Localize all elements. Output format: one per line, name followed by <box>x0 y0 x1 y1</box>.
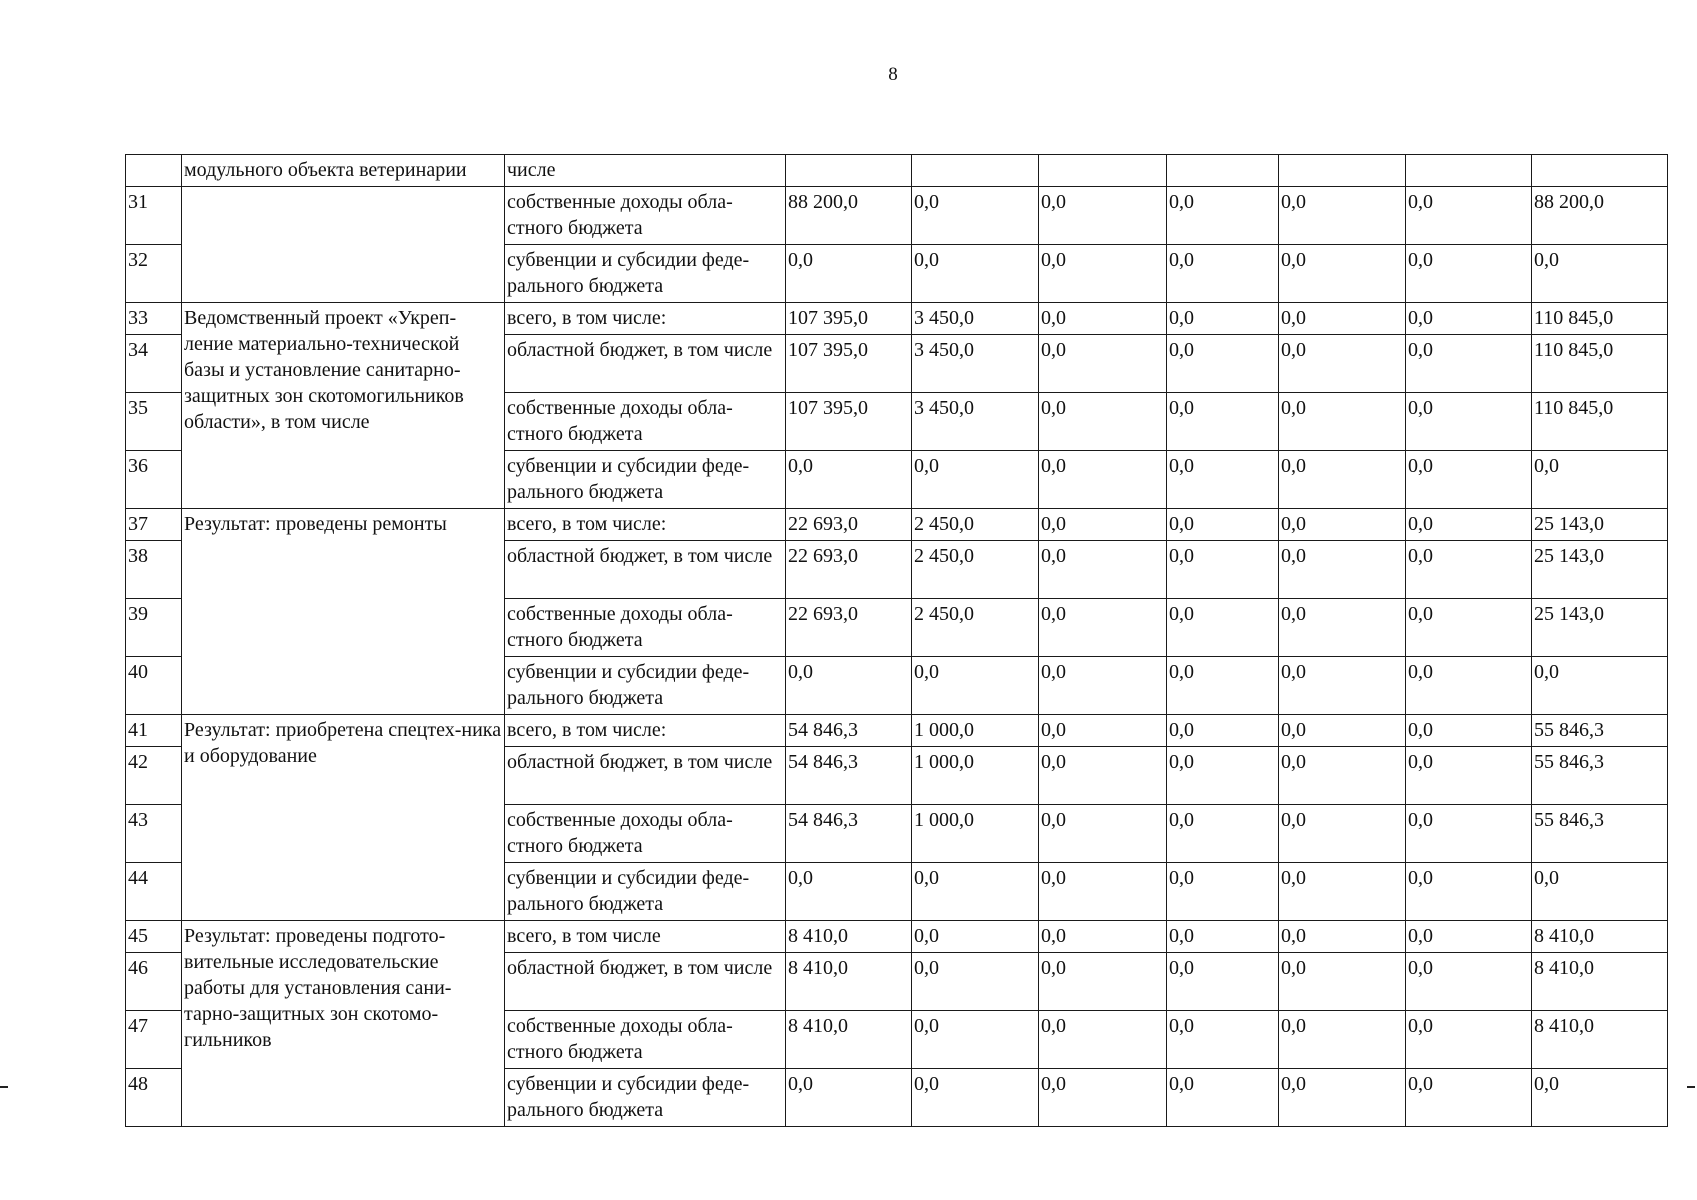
funding-source-cell: областной бюджет, в том числе <box>505 747 786 805</box>
value-cell: 110 845,0 <box>1532 303 1668 335</box>
value-cell: 0,0 <box>1167 335 1279 393</box>
value-cell: 0,0 <box>912 953 1039 1011</box>
funding-source-cell: собственные доходы обла-стного бюджета <box>505 187 786 245</box>
table-row <box>126 303 1668 335</box>
funding-source-cell: собственные доходы обла-стного бюджета <box>505 393 786 451</box>
value-cell: 0,0 <box>1406 1069 1532 1127</box>
value-cell: 0,0 <box>912 657 1039 715</box>
value-cell: 0,0 <box>1279 245 1406 303</box>
row-number-cell: 38 <box>126 541 182 599</box>
table-row <box>126 715 1668 747</box>
value-cell: 0,0 <box>1167 863 1279 921</box>
row-number-cell <box>126 155 182 187</box>
table-row <box>126 187 1668 245</box>
table-row <box>126 509 1668 541</box>
value-cell <box>1039 155 1167 187</box>
table-row <box>126 921 1668 953</box>
item-name-cell <box>182 187 505 303</box>
value-cell: 88 200,0 <box>786 187 912 245</box>
value-cell: 0,0 <box>1167 393 1279 451</box>
margin-dash-right <box>1687 1086 1695 1088</box>
value-cell: 0,0 <box>1279 187 1406 245</box>
funding-source-cell: числе <box>505 155 786 187</box>
value-cell: 0,0 <box>1039 335 1167 393</box>
value-cell: 0,0 <box>1532 245 1668 303</box>
value-cell: 107 395,0 <box>786 393 912 451</box>
value-cell: 0,0 <box>912 1011 1039 1069</box>
funding-source-cell: всего, в том числе <box>505 921 786 953</box>
value-cell: 0,0 <box>1167 245 1279 303</box>
value-cell: 55 846,3 <box>1532 715 1668 747</box>
value-cell: 22 693,0 <box>786 541 912 599</box>
value-cell: 0,0 <box>786 451 912 509</box>
value-cell: 0,0 <box>1039 657 1167 715</box>
value-cell: 0,0 <box>1279 1011 1406 1069</box>
value-cell: 54 846,3 <box>786 715 912 747</box>
row-number-cell: 40 <box>126 657 182 715</box>
value-cell: 0,0 <box>1279 715 1406 747</box>
value-cell: 25 143,0 <box>1532 599 1668 657</box>
value-cell <box>1532 155 1668 187</box>
value-cell: 0,0 <box>1279 393 1406 451</box>
value-cell: 107 395,0 <box>786 335 912 393</box>
value-cell: 25 143,0 <box>1532 509 1668 541</box>
value-cell: 0,0 <box>1039 303 1167 335</box>
row-number-cell: 45 <box>126 921 182 953</box>
value-cell: 55 846,3 <box>1532 805 1668 863</box>
value-cell: 0,0 <box>1406 863 1532 921</box>
row-number-cell: 41 <box>126 715 182 747</box>
value-cell: 0,0 <box>1406 921 1532 953</box>
value-cell: 0,0 <box>1406 335 1532 393</box>
value-cell: 0,0 <box>1039 747 1167 805</box>
value-cell: 55 846,3 <box>1532 747 1668 805</box>
value-cell: 0,0 <box>912 1069 1039 1127</box>
value-cell: 8 410,0 <box>1532 921 1668 953</box>
value-cell: 0,0 <box>1406 541 1532 599</box>
item-name-cell: Результат: приобретена спецтех-ника и оборудование <box>182 715 505 921</box>
row-number-cell: 42 <box>126 747 182 805</box>
value-cell: 22 693,0 <box>786 599 912 657</box>
budget-table-body <box>126 155 1668 1127</box>
value-cell: 0,0 <box>1406 599 1532 657</box>
value-cell: 0,0 <box>1532 1069 1668 1127</box>
value-cell: 0,0 <box>1039 1069 1167 1127</box>
value-cell: 0,0 <box>912 451 1039 509</box>
row-number-cell: 37 <box>126 509 182 541</box>
value-cell: 0,0 <box>1039 599 1167 657</box>
value-cell: 0,0 <box>1167 303 1279 335</box>
value-cell: 0,0 <box>1406 1011 1532 1069</box>
value-cell <box>1406 155 1532 187</box>
value-cell: 0,0 <box>1406 715 1532 747</box>
row-number-cell: 33 <box>126 303 182 335</box>
value-cell: 0,0 <box>1279 747 1406 805</box>
funding-source-cell: всего, в том числе: <box>505 509 786 541</box>
value-cell: 3 450,0 <box>912 393 1039 451</box>
value-cell: 0,0 <box>1039 187 1167 245</box>
value-cell: 0,0 <box>1039 863 1167 921</box>
budget-table <box>125 154 1668 1127</box>
value-cell: 107 395,0 <box>786 303 912 335</box>
value-cell: 0,0 <box>1167 1069 1279 1127</box>
value-cell <box>786 155 912 187</box>
funding-source-cell: всего, в том числе: <box>505 715 786 747</box>
value-cell: 0,0 <box>912 921 1039 953</box>
value-cell: 0,0 <box>1406 953 1532 1011</box>
value-cell: 3 450,0 <box>912 335 1039 393</box>
funding-source-cell: областной бюджет, в том числе <box>505 335 786 393</box>
value-cell: 0,0 <box>1406 451 1532 509</box>
item-name-cell: Результат: проведены ремонты <box>182 509 505 715</box>
value-cell: 0,0 <box>786 657 912 715</box>
table-row <box>126 155 1668 187</box>
value-cell: 0,0 <box>1167 541 1279 599</box>
row-number-cell: 39 <box>126 599 182 657</box>
value-cell: 0,0 <box>1279 599 1406 657</box>
value-cell: 0,0 <box>1167 805 1279 863</box>
value-cell: 0,0 <box>1406 657 1532 715</box>
value-cell: 2 450,0 <box>912 541 1039 599</box>
row-number-cell: 31 <box>126 187 182 245</box>
value-cell: 3 450,0 <box>912 303 1039 335</box>
row-number-cell: 47 <box>126 1011 182 1069</box>
row-number-cell: 46 <box>126 953 182 1011</box>
row-number-cell: 32 <box>126 245 182 303</box>
row-number-cell: 44 <box>126 863 182 921</box>
value-cell: 25 143,0 <box>1532 541 1668 599</box>
row-number-cell: 35 <box>126 393 182 451</box>
value-cell: 0,0 <box>1279 451 1406 509</box>
funding-source-cell: субвенции и субсидии феде-рального бюджета <box>505 863 786 921</box>
funding-source-cell: всего, в том числе: <box>505 303 786 335</box>
value-cell: 22 693,0 <box>786 509 912 541</box>
row-number-cell: 34 <box>126 335 182 393</box>
value-cell: 0,0 <box>1167 715 1279 747</box>
value-cell: 0,0 <box>1039 953 1167 1011</box>
value-cell: 2 450,0 <box>912 599 1039 657</box>
value-cell: 0,0 <box>1532 863 1668 921</box>
funding-source-cell: собственные доходы обла-стного бюджета <box>505 1011 786 1069</box>
value-cell: 0,0 <box>1039 921 1167 953</box>
value-cell <box>1279 155 1406 187</box>
value-cell: 0,0 <box>1167 921 1279 953</box>
value-cell: 110 845,0 <box>1532 335 1668 393</box>
value-cell: 0,0 <box>1279 1069 1406 1127</box>
value-cell: 0,0 <box>1167 747 1279 805</box>
value-cell: 88 200,0 <box>1532 187 1668 245</box>
value-cell: 8 410,0 <box>1532 953 1668 1011</box>
value-cell: 0,0 <box>1039 509 1167 541</box>
value-cell: 0,0 <box>1406 393 1532 451</box>
value-cell: 110 845,0 <box>1532 393 1668 451</box>
item-name-cell: модульного объекта ветеринарии <box>182 155 505 187</box>
funding-source-cell: областной бюджет, в том числе <box>505 953 786 1011</box>
value-cell: 0,0 <box>1039 805 1167 863</box>
value-cell: 0,0 <box>912 187 1039 245</box>
value-cell: 0,0 <box>786 1069 912 1127</box>
value-cell: 0,0 <box>1167 1011 1279 1069</box>
funding-source-cell: собственные доходы обла-стного бюджета <box>505 805 786 863</box>
value-cell: 0,0 <box>1279 303 1406 335</box>
row-number-cell: 36 <box>126 451 182 509</box>
value-cell: 8 410,0 <box>1532 1011 1668 1069</box>
funding-source-cell: субвенции и субсидии феде-рального бюджета <box>505 245 786 303</box>
value-cell: 0,0 <box>1406 509 1532 541</box>
value-cell: 0,0 <box>1167 657 1279 715</box>
value-cell: 0,0 <box>1039 1011 1167 1069</box>
item-name-cell: Результат: проведены подгото-вительные исследовательские работы для установления сани-тарно-защитных зон скотомо-гильников <box>182 921 505 1127</box>
value-cell: 0,0 <box>1532 451 1668 509</box>
value-cell: 0,0 <box>786 245 912 303</box>
value-cell: 0,0 <box>912 245 1039 303</box>
value-cell: 54 846,3 <box>786 747 912 805</box>
value-cell: 0,0 <box>1167 451 1279 509</box>
value-cell: 1 000,0 <box>912 747 1039 805</box>
value-cell: 8 410,0 <box>786 1011 912 1069</box>
value-cell: 0,0 <box>1039 393 1167 451</box>
row-number-cell: 48 <box>126 1069 182 1127</box>
value-cell: 0,0 <box>1279 335 1406 393</box>
value-cell: 0,0 <box>1039 245 1167 303</box>
value-cell: 0,0 <box>1279 953 1406 1011</box>
funding-source-cell: областной бюджет, в том числе <box>505 541 786 599</box>
value-cell: 0,0 <box>1039 451 1167 509</box>
value-cell: 0,0 <box>1406 303 1532 335</box>
value-cell: 0,0 <box>1279 921 1406 953</box>
value-cell: 0,0 <box>1167 187 1279 245</box>
margin-dash-left <box>0 1086 8 1088</box>
value-cell: 2 450,0 <box>912 509 1039 541</box>
value-cell: 0,0 <box>1279 657 1406 715</box>
value-cell: 0,0 <box>786 863 912 921</box>
value-cell <box>912 155 1039 187</box>
funding-source-cell: субвенции и субсидии феде-рального бюджета <box>505 657 786 715</box>
value-cell: 0,0 <box>1532 657 1668 715</box>
funding-source-cell: субвенции и субсидии феде-рального бюджета <box>505 451 786 509</box>
value-cell: 0,0 <box>1279 805 1406 863</box>
value-cell: 8 410,0 <box>786 953 912 1011</box>
value-cell: 0,0 <box>1167 953 1279 1011</box>
value-cell: 0,0 <box>1406 805 1532 863</box>
value-cell: 1 000,0 <box>912 805 1039 863</box>
value-cell: 0,0 <box>1279 509 1406 541</box>
value-cell: 1 000,0 <box>912 715 1039 747</box>
value-cell: 0,0 <box>1039 715 1167 747</box>
row-number-cell: 43 <box>126 805 182 863</box>
value-cell: 0,0 <box>1167 509 1279 541</box>
funding-source-cell: собственные доходы обла-стного бюджета <box>505 599 786 657</box>
value-cell: 0,0 <box>1167 599 1279 657</box>
value-cell: 0,0 <box>1279 541 1406 599</box>
value-cell: 0,0 <box>1406 245 1532 303</box>
value-cell: 0,0 <box>1039 541 1167 599</box>
value-cell: 8 410,0 <box>786 921 912 953</box>
value-cell <box>1167 155 1279 187</box>
page-number: 8 <box>888 64 898 85</box>
value-cell: 0,0 <box>1279 863 1406 921</box>
value-cell: 0,0 <box>1406 187 1532 245</box>
item-name-cell: Ведомственный проект «Укреп-ление материально-технической базы и установление санитарно-защитных зон скотомогильников области», в том числе <box>182 303 505 509</box>
value-cell: 54 846,3 <box>786 805 912 863</box>
value-cell: 0,0 <box>1406 747 1532 805</box>
value-cell: 0,0 <box>912 863 1039 921</box>
funding-source-cell: субвенции и субсидии феде-рального бюджета <box>505 1069 786 1127</box>
